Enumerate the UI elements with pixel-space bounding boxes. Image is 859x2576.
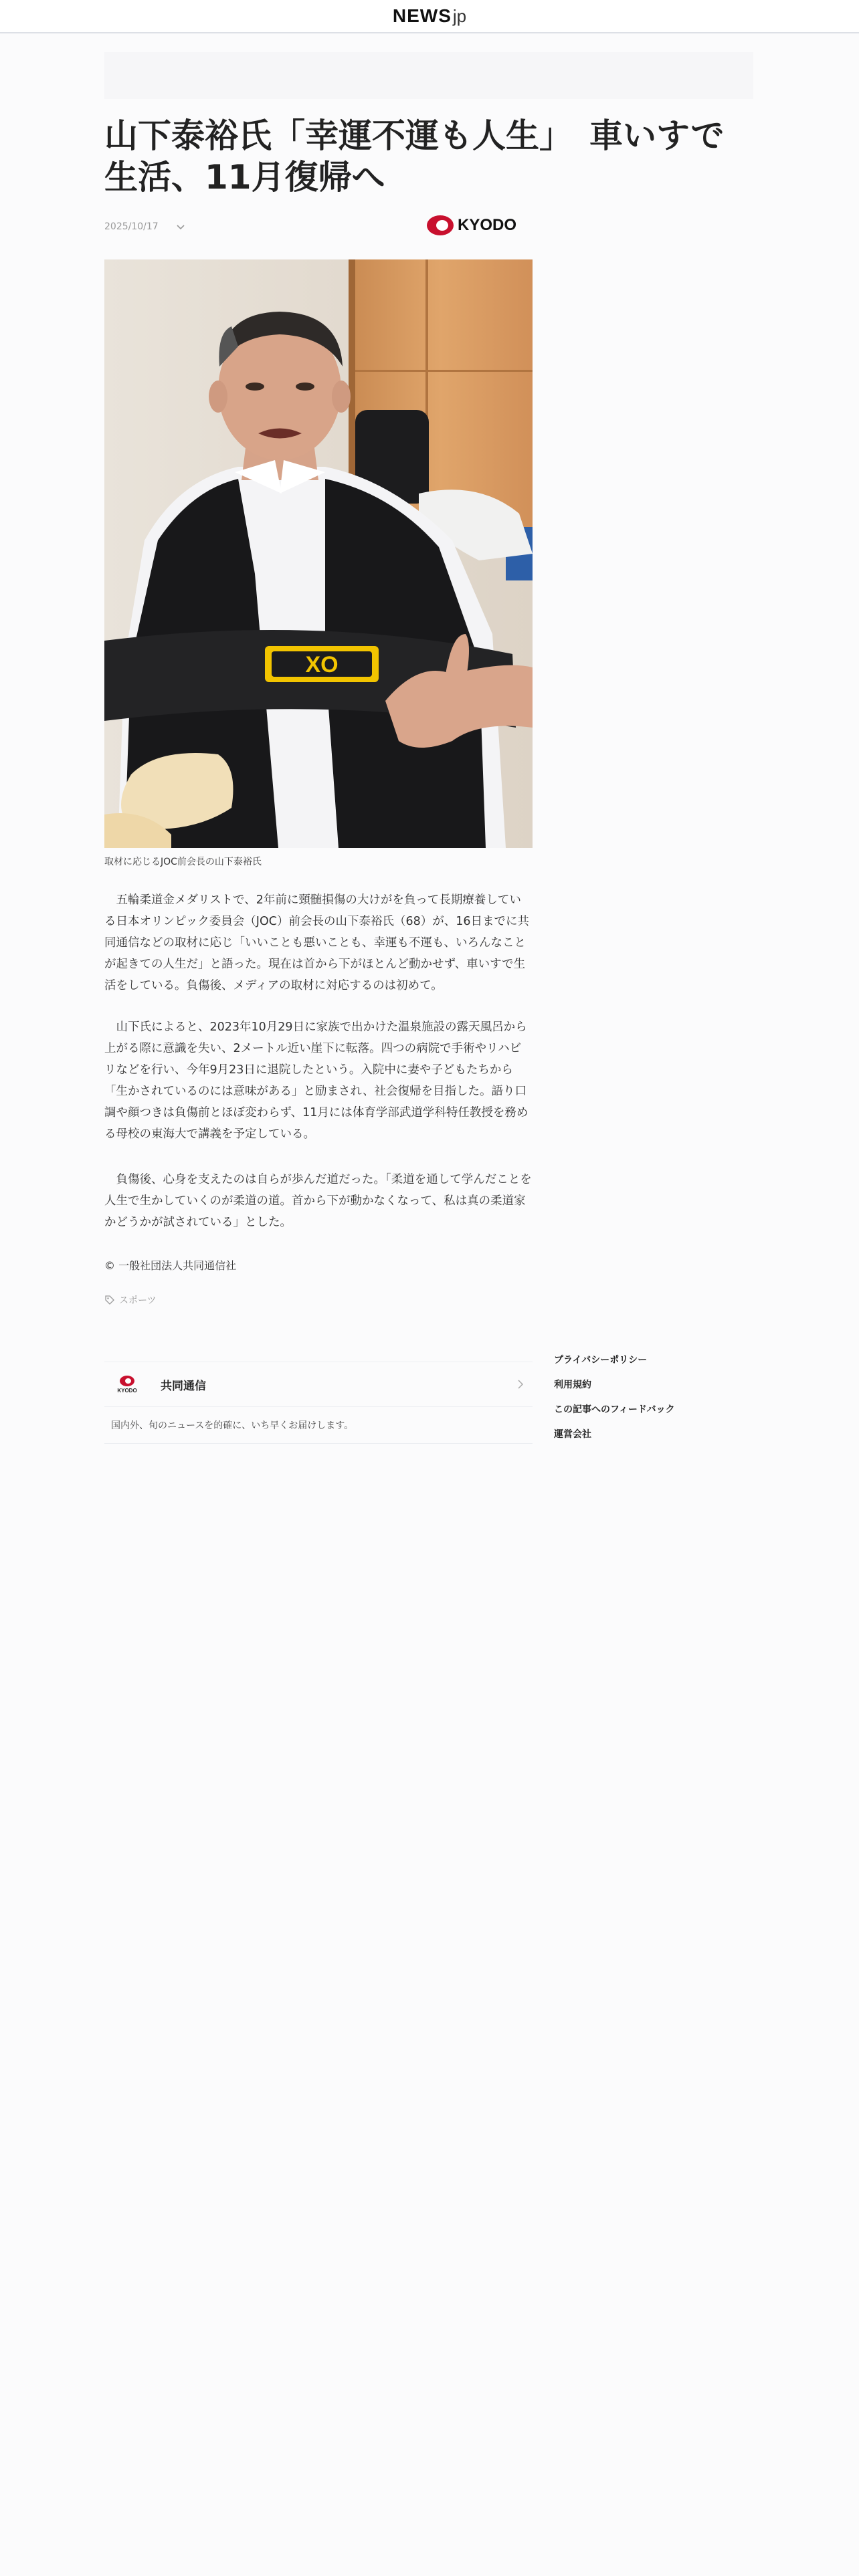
article-date: 2025/10/17	[104, 221, 159, 232]
kyodo-logo-icon	[427, 215, 454, 235]
publisher-card	[104, 1362, 533, 1444]
copyright-notice: © 一般社団法人共同通信社	[104, 1259, 237, 1272]
tag-icon	[104, 1295, 115, 1305]
publisher-logo	[111, 1373, 143, 1396]
article-paragraph-1: 五輪柔道金メダリストで、2年前に頸髄損傷の大けがを負って長期療養している日本オリンピック委員会（JOC）前会長の山下泰裕氏（68）が、16日までに共同通信などの取材に応じ「いいことも悪いことも、幸運も不運も、いろんなことが起きての人生だ」と語った。現在は首から下がほとんど動かせず、車いすで生活をしている。負傷後、メディアの取材に対応するのは初めて。	[104, 893, 529, 992]
top-bar	[0, 0, 859, 33]
privacy-policy-link[interactable]: プライバシーポリシー	[554, 1355, 648, 1366]
site-logo-suffix: jp	[452, 6, 467, 26]
shirt-logo-text: XO	[305, 652, 339, 677]
feedback-link[interactable]: この記事へのフィードバック	[554, 1404, 675, 1415]
article-paragraph-3: 負傷後、心身を支えたのは自らが歩んだ道だった。「柔道を通して学んだことを人生で生かしていくのが柔道の道。首から下が動かなくなって、私は真の柔道家かどうかが試されている」とした。	[104, 1173, 532, 1229]
chevron-right-icon	[515, 1379, 526, 1390]
article-photo-image	[104, 259, 533, 848]
article-photo	[104, 259, 533, 848]
article-paragraph-2: 山下氏によると、2023年10月29日に家族で出かけた温泉施設の露天風呂から上がる際に意識を失い、2メートル近い崖下に転落。四つの病院で手術やリハビリなどを行い、今年9月23日に退院したという。入院中に妻や子どもたちから「生かされているのには意味がある」と励まされ、社会復帰を目指した。語り口調や顔つきは負傷前とほぼ変わらず、11月には体育学部武道学科特任教授を務める母校の東海大で講義を予定している。	[104, 1021, 529, 1141]
source-logo[interactable]	[427, 215, 516, 235]
site-logo-brand: NEWS	[392, 5, 452, 26]
article-title: 山下泰裕氏「幸運不運も人生」 車いすで生活、11月復帰へ	[104, 116, 725, 197]
tag-link[interactable]	[104, 1293, 156, 1307]
terms-link[interactable]: 利用規約	[554, 1380, 591, 1390]
operator-link[interactable]: 運営会社	[554, 1429, 591, 1440]
source-logo-text: KYODO	[458, 216, 517, 234]
kyodo-logo-icon	[120, 1376, 134, 1386]
publisher-description: 国内外、旬のニュースを的確に、いち早くお届けします。	[111, 1420, 354, 1431]
article-meta	[104, 221, 187, 233]
footer-links	[554, 1352, 675, 1451]
site-logo[interactable]	[393, 5, 466, 27]
publisher-link[interactable]	[104, 1362, 533, 1407]
chevron-down-icon[interactable]	[175, 221, 187, 233]
publisher-name: 共同通信	[161, 1379, 206, 1393]
photo-caption: 取材に応じるJOC前会長の山下泰裕氏	[104, 857, 262, 867]
publisher-logo-text: KYODO	[117, 1387, 137, 1394]
ad-placeholder	[104, 52, 753, 99]
tag-label: スポーツ	[119, 1295, 157, 1306]
